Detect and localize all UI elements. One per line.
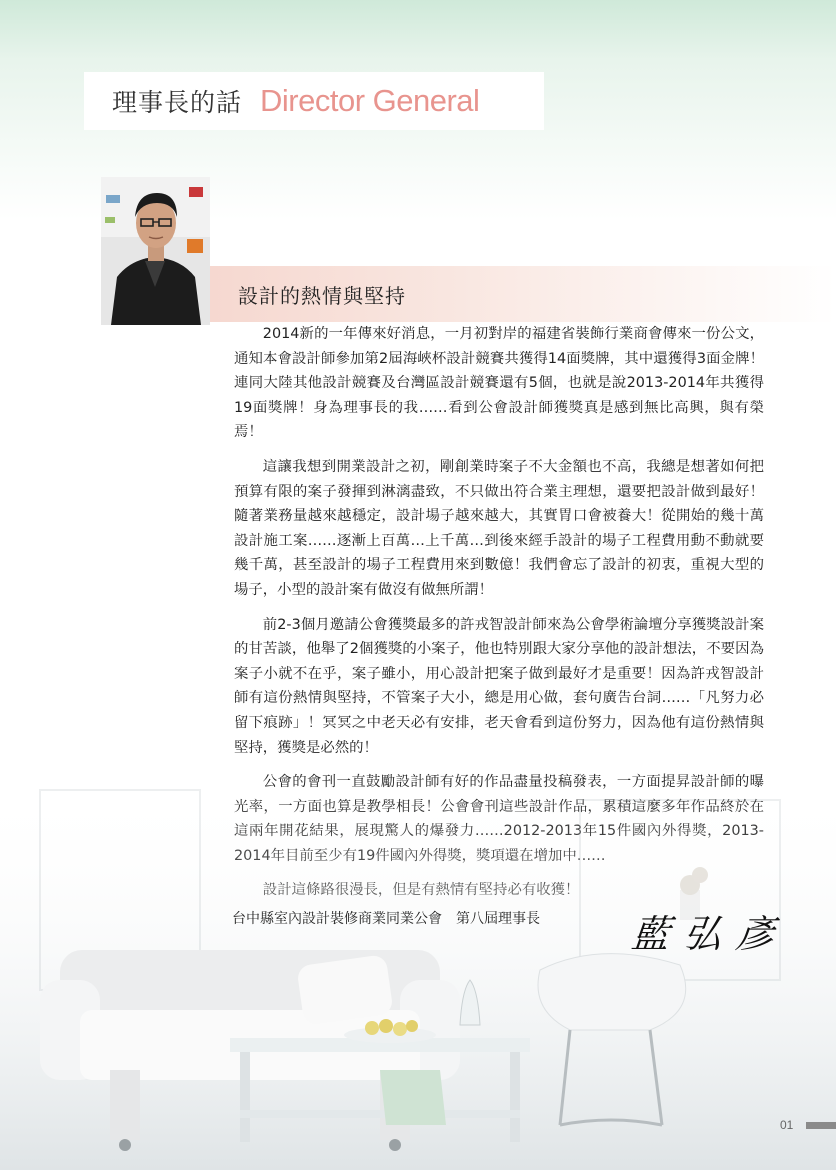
- paragraph-1: 2014新的一年傳來好消息，一月初對岸的福建省裝飾行業商會傳來一份公文，通知本會設計師參加第2屆海峽杯設計競賽共獲得14面獎牌，其中還獲得3面金牌！連同大陸其他設計競賽及台灣區設計競賽還有5個，也就是說2013-2014年共獲得19面獎牌！身為理事長的我……看到公會設計師獲獎真是感到無比高興，與有榮焉！: [234, 326, 764, 441]
- header-title-zh: 理事長的話: [112, 88, 243, 117]
- paragraph-3: 前2-3個月邀請公會獲獎最多的許戎智設計師來為公會學術論壇分享獲獎設計案的甘苦談，他舉了2個獲獎的小案子，他也特別跟大家分享他的設計想法，不要因為案子小就不在乎，案子雖小，用心設計把案子做到最好才是重要！因為許戎智設計師有這份熱情與堅持，不管案子大小，總是用心做，套句廣告台詞……「凡努力必留下痕跡」！冥冥之中老天必有安排，老天會看到這份努力，因為他有這份熱情與堅持，獲獎是必然的！: [234, 616, 764, 756]
- living-room-illustration: [0, 780, 836, 1170]
- director-portrait: [101, 177, 210, 325]
- header-title-en: Director General: [260, 83, 480, 118]
- handwritten-signature: 藍弘彥: [629, 912, 790, 956]
- signature-organization: 台中縣室內設計裝修商業同業公會 第八屆理事長: [232, 911, 540, 927]
- section-title-bar: [210, 266, 836, 322]
- page-number-bar: [806, 1122, 836, 1129]
- paragraph-2: 這讓我想到開業設計之初，剛創業時案子不大金額也不高，我總是想著如何把預算有限的案子發揮到淋漓盡致，不只做出符合業主理想，還要把設計做到最好！隨著業務量越來越穩定，設計場子越來越大，其實胃口會被養大！從開始的幾十萬設計施工案……逐漸上百萬…上千萬…到後來經手設計的場子工程費用動不動就要幾千萬，甚至設計的場子工程費用來到數億！我們會忘了設計的初衷，重視大型的場子，小型的設計案有做沒有做無所謂！: [234, 458, 764, 598]
- section-title: 設計的熱情與堅持: [238, 283, 406, 308]
- page-header: [84, 72, 544, 130]
- page-number: 01: [780, 1118, 794, 1132]
